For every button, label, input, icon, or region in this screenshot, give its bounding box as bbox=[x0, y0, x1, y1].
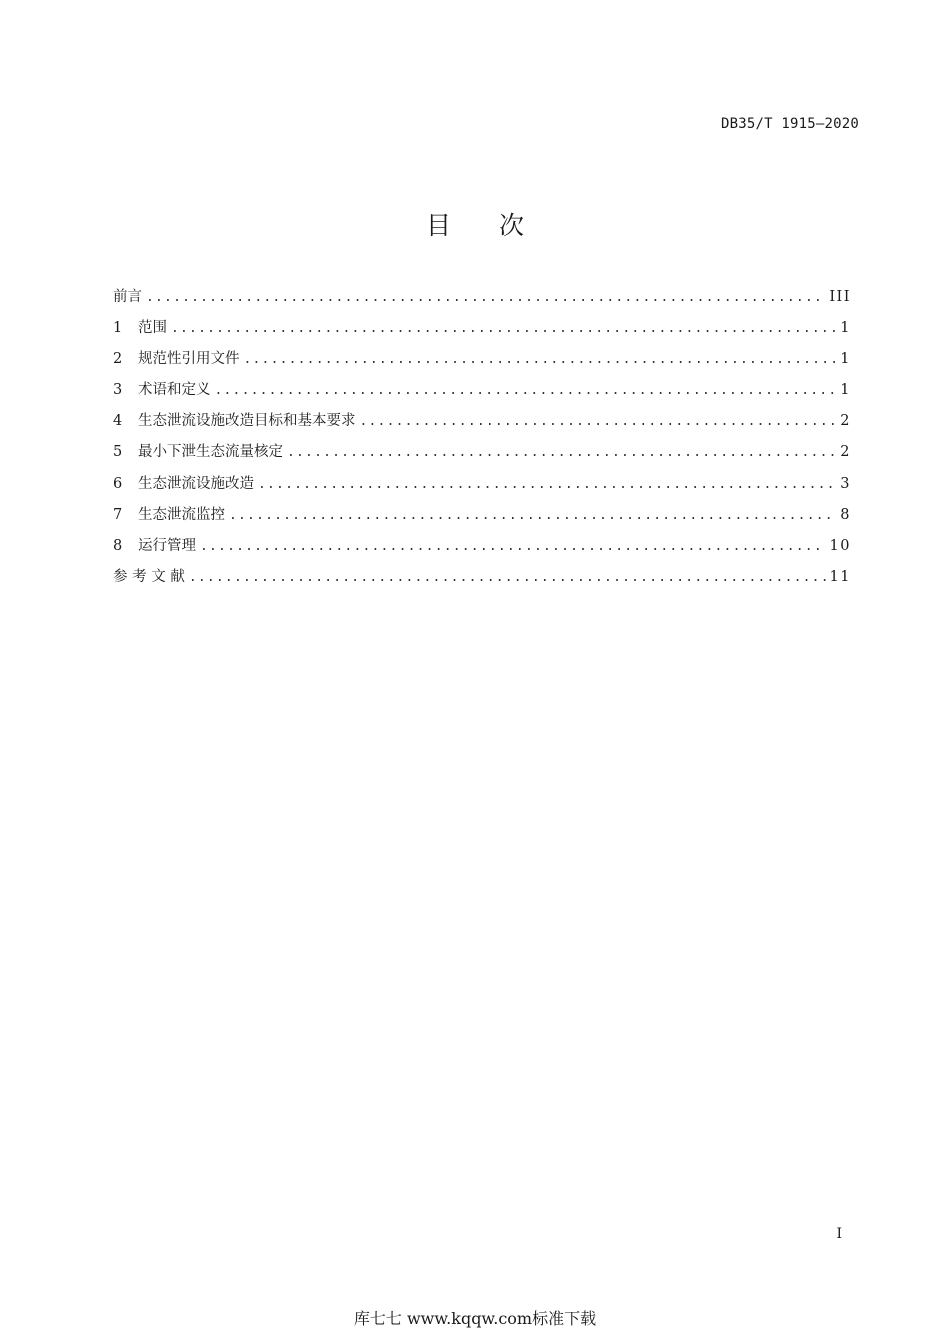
toc-leader-dots bbox=[258, 477, 836, 492]
toc-entry-label: 生态泄流设施改造目标和基本要求 bbox=[138, 413, 356, 430]
toc-entry-number: 6 bbox=[113, 475, 123, 492]
toc-entry-label: 术语和定义 bbox=[138, 382, 211, 399]
toc-entry-6[interactable] bbox=[113, 472, 851, 503]
toc-entry-number: 8 bbox=[113, 537, 123, 554]
toc-entry-label: 生态泄流设施改造 bbox=[138, 475, 254, 492]
toc-entry-number: 1 bbox=[113, 320, 123, 337]
toc-entry-number: 2 bbox=[113, 351, 123, 368]
toc-entry-page: 3 bbox=[840, 475, 851, 492]
toc-entry-label: 前言 bbox=[113, 289, 142, 305]
toc-leader-dots bbox=[215, 383, 837, 398]
toc-entry-label: 参 考 文 献 bbox=[113, 568, 185, 585]
toc-entry-7[interactable] bbox=[113, 503, 851, 534]
toc-entry-page: 10 bbox=[829, 537, 851, 554]
toc-entry-1[interactable] bbox=[113, 316, 851, 347]
toc-entry-4[interactable] bbox=[113, 409, 851, 440]
table-of-contents bbox=[113, 285, 851, 596]
toc-entry-number: 5 bbox=[113, 444, 123, 461]
toc-leader-dots bbox=[244, 352, 837, 367]
document-code: DB35/T 1915—2020 bbox=[720, 116, 859, 132]
toc-leader-dots bbox=[360, 414, 837, 429]
toc-entry-page: 1 bbox=[840, 382, 851, 399]
toc-leader-dots bbox=[171, 321, 836, 336]
toc-entry-page: 2 bbox=[840, 444, 851, 461]
toc-entry-foreword[interactable] bbox=[113, 285, 851, 316]
toc-entry-label: 范围 bbox=[138, 320, 167, 337]
toc-entry-references[interactable] bbox=[113, 565, 851, 596]
toc-entry-page: 8 bbox=[840, 506, 851, 523]
toc-entry-number: 3 bbox=[113, 382, 123, 399]
toc-leader-dots bbox=[146, 290, 825, 305]
page-title: 目次 bbox=[425, 211, 572, 240]
toc-entry-5[interactable] bbox=[113, 440, 851, 471]
toc-entry-number: 7 bbox=[113, 506, 123, 523]
page-number: I bbox=[836, 1226, 842, 1242]
toc-entry-8[interactable] bbox=[113, 534, 851, 565]
toc-entry-page: 11 bbox=[829, 568, 851, 585]
footer-watermark: 库七七 www.kqqw.com标准下载 bbox=[353, 1309, 597, 1328]
toc-entry-number: 4 bbox=[113, 413, 123, 430]
toc-leader-dots bbox=[200, 539, 826, 554]
toc-entry-page: 1 bbox=[840, 320, 851, 337]
toc-entry-label: 生态泄流监控 bbox=[138, 506, 225, 523]
toc-entry-label: 最小下泄生态流量核定 bbox=[138, 444, 283, 461]
toc-entry-2[interactable] bbox=[113, 347, 851, 378]
toc-leader-dots bbox=[287, 445, 836, 460]
toc-entry-page: III bbox=[829, 289, 851, 305]
toc-entry-page: 1 bbox=[840, 351, 851, 368]
toc-entry-label: 运行管理 bbox=[138, 537, 196, 554]
toc-leader-dots bbox=[189, 570, 826, 585]
toc-leader-dots bbox=[229, 508, 836, 523]
toc-entry-page: 2 bbox=[840, 413, 851, 430]
toc-entry-3[interactable] bbox=[113, 378, 851, 409]
toc-entry-label: 规范性引用文件 bbox=[138, 351, 240, 368]
